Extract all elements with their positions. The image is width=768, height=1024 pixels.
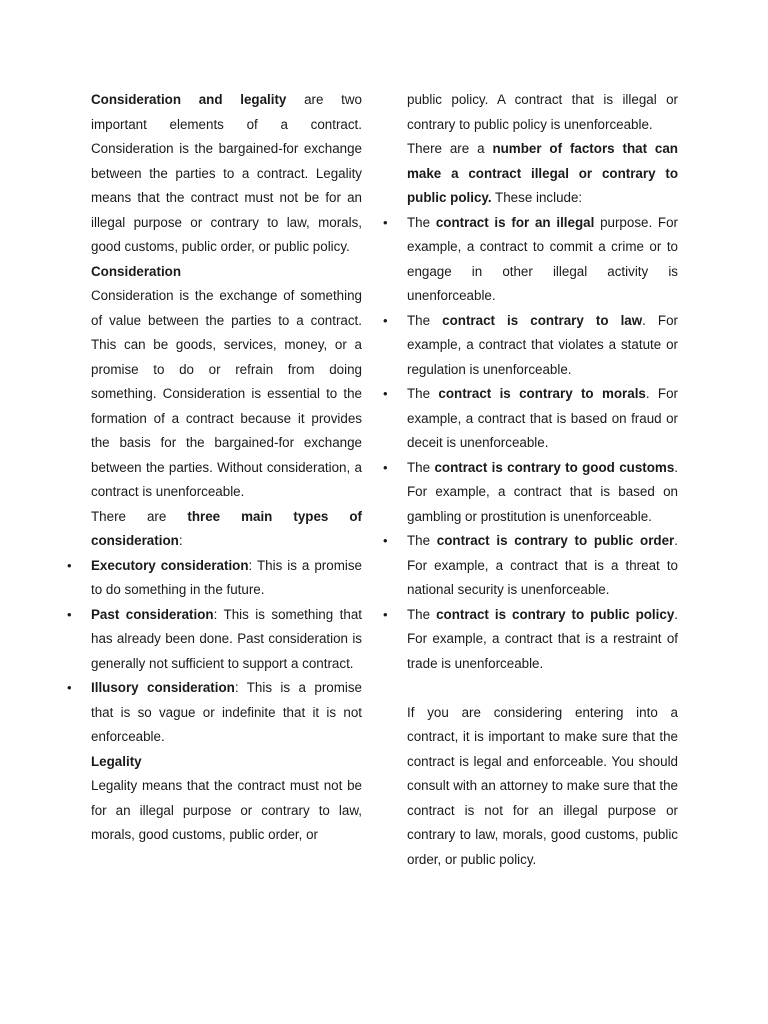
types-intro-bold: three main types of consideration bbox=[91, 508, 362, 548]
list-item-lead: The bbox=[407, 386, 439, 401]
list-item-text: : This is something that has already been done. Past consideration is generally not sufficient to support a contract. bbox=[91, 606, 362, 671]
list-item bbox=[407, 309, 678, 383]
factors-list bbox=[407, 211, 678, 677]
right-column bbox=[407, 88, 678, 872]
legality-heading: Legality bbox=[91, 753, 142, 769]
factors-intro-paragraph bbox=[407, 137, 678, 211]
list-item-term: contract is contrary to good customs bbox=[434, 459, 675, 475]
list-item-term: contract is contrary to morals bbox=[438, 386, 646, 401]
consideration-paragraph: Consideration is the exchange of something of value between the parties to a contract. This can be goods, services, money, or a promise to do or refrain from doing something. Consideration is essential to the formation of a contract because it provides the basis for the bargained-for exchange between the parties. Without consideration, a contract is unenforceable. bbox=[91, 288, 362, 499]
consideration-heading: Consideration bbox=[91, 263, 182, 279]
list-item bbox=[407, 456, 678, 530]
list-item-text: purpose. For example, a contract to commit a crime or to engage in other illegal activity is unenforceable. bbox=[407, 214, 679, 303]
types-intro-colon: : bbox=[178, 533, 183, 548]
list-item-lead: The bbox=[407, 606, 437, 622]
legality-paragraph: Legality means that the contract must not be for an illegal purpose or contrary to law, morals, good customs, public order, or bbox=[91, 778, 362, 842]
list-item bbox=[407, 211, 678, 309]
list-item-lead: The bbox=[407, 459, 435, 475]
list-item-term: contract is for an illegal bbox=[435, 214, 595, 230]
list-item-term: Past consideration bbox=[91, 606, 214, 622]
list-item-text: . For example, a contract that is a threat to national security is unenforceable. bbox=[407, 533, 678, 597]
list-item-lead: The bbox=[407, 312, 443, 328]
list-item-text: : This is a promise that is so vague or indefinite that it is not enforceable. bbox=[91, 680, 362, 744]
types-intro-paragraph bbox=[91, 505, 362, 554]
list-item bbox=[91, 554, 362, 603]
factors-intro-bold: number of factors that can make a contract illegal or contrary to public policy. bbox=[407, 141, 678, 205]
list-item-term: contract is contrary to public policy bbox=[436, 606, 675, 622]
list-item-text: . For example, a contract that is based on gambling or prostitution is unenforceable. bbox=[407, 459, 679, 524]
continuation-paragraph: public policy. A contract that is illegal or contrary to public policy is unenforceable. bbox=[407, 92, 678, 132]
paragraph-spacer bbox=[407, 676, 678, 701]
list-item bbox=[407, 382, 678, 456]
list-item bbox=[91, 603, 362, 677]
factors-intro-tail: These include: bbox=[491, 190, 583, 205]
list-item-term: contract is contrary to public order bbox=[436, 533, 675, 548]
list-item-term: Illusory consideration bbox=[91, 680, 235, 695]
list-item-text: . For example, a contract that is a restraint of trade is unenforceable. bbox=[407, 606, 679, 671]
list-item-term: Executory consideration bbox=[91, 557, 249, 573]
list-item-text: : This is a promise to do something in the future. bbox=[91, 557, 362, 597]
types-intro-text: There are bbox=[91, 508, 188, 524]
intro-paragraph bbox=[91, 88, 362, 260]
conclusion-paragraph: If you are considering entering into a contract, it is important to make sure that the contract is legal and enforceable. You should consult with an attorney to make sure that the contract is not for an illegal purpose or contrary to law, morals, good customs, public order, or public policy. bbox=[407, 704, 678, 867]
list-item-text: . For example, a contract that is based on fraud or deceit is unenforceable. bbox=[407, 386, 678, 450]
list-item bbox=[407, 603, 678, 677]
list-item-term: contract is contrary to law bbox=[442, 312, 643, 328]
list-item bbox=[91, 676, 362, 750]
left-column bbox=[91, 88, 362, 848]
intro-bold: Consideration and legality bbox=[91, 92, 287, 107]
list-item-lead: The bbox=[407, 214, 436, 230]
list-item-text: . For example, a contract that violates a statute or regulation is unenforceable. bbox=[407, 312, 679, 377]
consideration-types-list bbox=[91, 554, 362, 750]
factors-intro-text: There are a bbox=[407, 141, 493, 156]
list-item-lead: The bbox=[407, 533, 437, 548]
list-item bbox=[407, 529, 678, 603]
intro-text: are two important elements of a contract. Consideration is the bargained-for exchange between the parties to a contract. Legality means that the contract must not be for an illegal purpose or contrary to law, morals, good customs, public order, or public policy. bbox=[91, 92, 362, 254]
